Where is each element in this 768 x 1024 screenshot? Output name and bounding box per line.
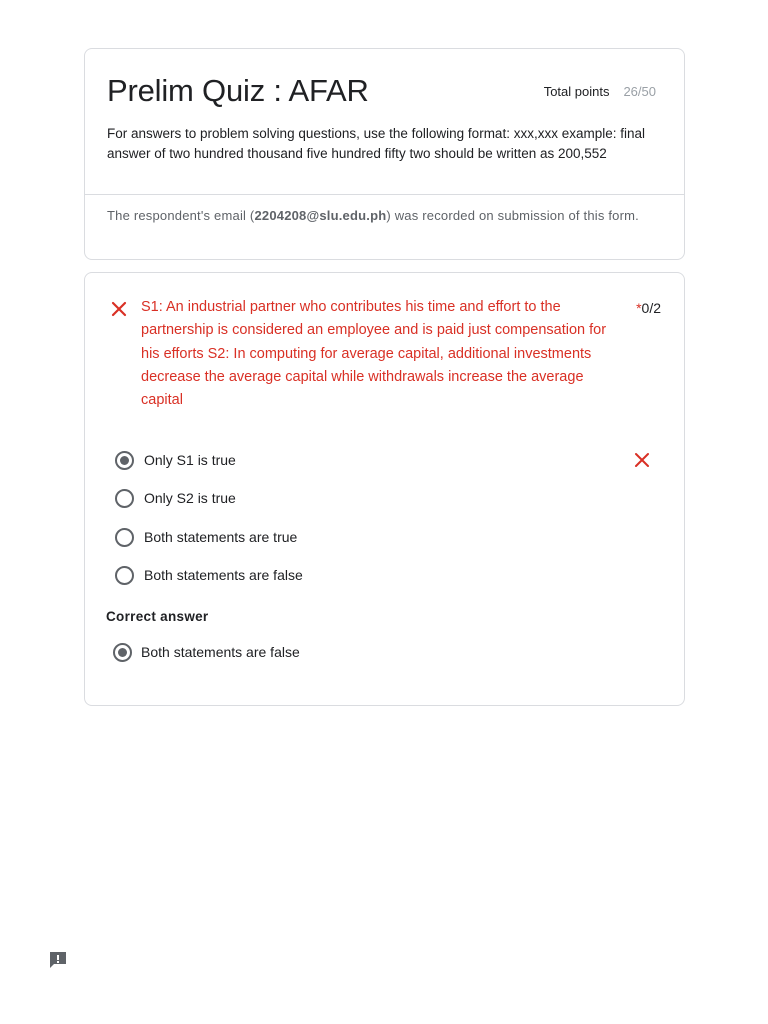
radio-button[interactable] bbox=[115, 489, 134, 508]
correct-answer-option bbox=[113, 640, 300, 664]
close-icon bbox=[634, 452, 650, 468]
header-divider bbox=[85, 194, 684, 195]
radio-button-selected[interactable] bbox=[115, 451, 134, 470]
respondent-email: 2204208@slu.edu.ph bbox=[254, 208, 387, 223]
option-only-s1[interactable] bbox=[115, 448, 236, 472]
required-marker: * bbox=[636, 300, 642, 316]
email-note-prefix: The respondent's email ( bbox=[107, 208, 255, 223]
radio-button[interactable] bbox=[115, 528, 134, 547]
radio-button-selected bbox=[113, 643, 132, 662]
question-card bbox=[84, 272, 685, 706]
option-label: Both statements are true bbox=[144, 529, 298, 545]
form-description: For answers to problem solving questions, use the following format: xxx,xxx example: final answer of two hundred thousand five hundred fifty two should be written as 200,552 bbox=[107, 126, 645, 161]
close-icon bbox=[110, 300, 128, 318]
question-score-value: 0/2 bbox=[641, 300, 661, 316]
option-label: Only S1 is true bbox=[144, 452, 236, 468]
feedback-icon[interactable] bbox=[48, 950, 68, 970]
total-points-label: Total points bbox=[543, 84, 610, 99]
option-both-false[interactable] bbox=[115, 563, 303, 587]
total-points bbox=[544, 84, 656, 99]
option-label: Both statements are false bbox=[144, 567, 303, 583]
option-only-s2[interactable] bbox=[115, 486, 236, 510]
option-label: Only S2 is true bbox=[144, 490, 236, 506]
form-title: Prelim Quiz : AFAR bbox=[107, 73, 369, 108]
question-text: S1: An industrial partner who contributes his time and effort to the partnership is considered an employee and is paid just compensation for his efforts S2: In computing for average capital, additional investments decrease the average capital while withdrawals increase the average capital bbox=[141, 299, 607, 409]
email-note-suffix: ) was recorded on submission of this form. bbox=[386, 208, 639, 223]
form-header-card bbox=[84, 48, 685, 260]
correct-answer-heading: Correct answer bbox=[106, 609, 209, 624]
email-recorded-note bbox=[107, 206, 647, 225]
option-both-true[interactable] bbox=[115, 525, 297, 549]
total-points-value: 26/50 bbox=[623, 84, 656, 99]
radio-button[interactable] bbox=[115, 566, 134, 585]
question-score bbox=[636, 300, 661, 316]
correct-answer-label: Both statements are false bbox=[141, 644, 300, 660]
